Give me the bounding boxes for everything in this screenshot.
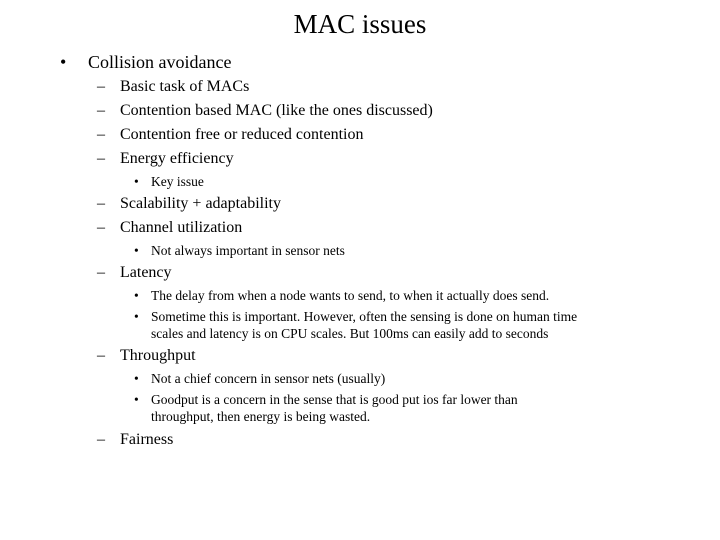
- bullet-icon: •: [60, 52, 67, 72]
- subitem-text: Not a chief concern in sensor nets (usually): [151, 371, 386, 386]
- subitem-text: Key issue: [151, 174, 204, 189]
- dash-icon: –: [97, 431, 105, 448]
- item-text: Scalability + adaptability: [120, 195, 281, 212]
- bullet-icon: •: [134, 174, 139, 189]
- slide-title: MAC issues: [293, 9, 427, 39]
- bullet-text: Collision avoidance: [88, 52, 232, 72]
- subitem-text: Sometime this is important. However, often the sensing is done on human time: [151, 309, 578, 324]
- subitem-text: scales and latency is on CPU scales. But 100ms can easily add to seconds: [151, 326, 549, 341]
- item-text: Contention free or reduced contention: [120, 126, 364, 143]
- bullet-icon: •: [134, 309, 139, 324]
- subitem-text: Goodput is a concern in the sense that is good put ios far lower than: [151, 392, 518, 407]
- item-text: Energy efficiency: [120, 150, 234, 167]
- item-text: Channel utilization: [120, 219, 243, 236]
- item-text: Latency: [120, 264, 172, 281]
- dash-icon: –: [97, 219, 105, 236]
- dash-icon: –: [97, 347, 105, 364]
- dash-icon: –: [97, 78, 105, 95]
- bullet-icon: •: [134, 371, 139, 386]
- subitem-text: throughput, then energy is being wasted.: [151, 409, 371, 424]
- item-text: Throughput: [120, 347, 196, 364]
- dash-icon: –: [97, 102, 105, 119]
- dash-icon: –: [97, 264, 105, 281]
- dash-icon: –: [97, 126, 105, 143]
- subitem-text: The delay from when a node wants to send, to when it actually does send.: [151, 288, 550, 303]
- bullet-icon: •: [134, 392, 139, 407]
- dash-icon: –: [97, 150, 105, 167]
- item-text: Fairness: [120, 431, 174, 448]
- dash-icon: –: [97, 195, 105, 212]
- bullet-icon: •: [134, 243, 139, 258]
- item-text: Contention based MAC (like the ones discussed): [120, 102, 433, 119]
- bullet-icon: •: [134, 288, 139, 303]
- item-text: Basic task of MACs: [120, 78, 250, 95]
- subitem-text: Not always important in sensor nets: [151, 243, 345, 258]
